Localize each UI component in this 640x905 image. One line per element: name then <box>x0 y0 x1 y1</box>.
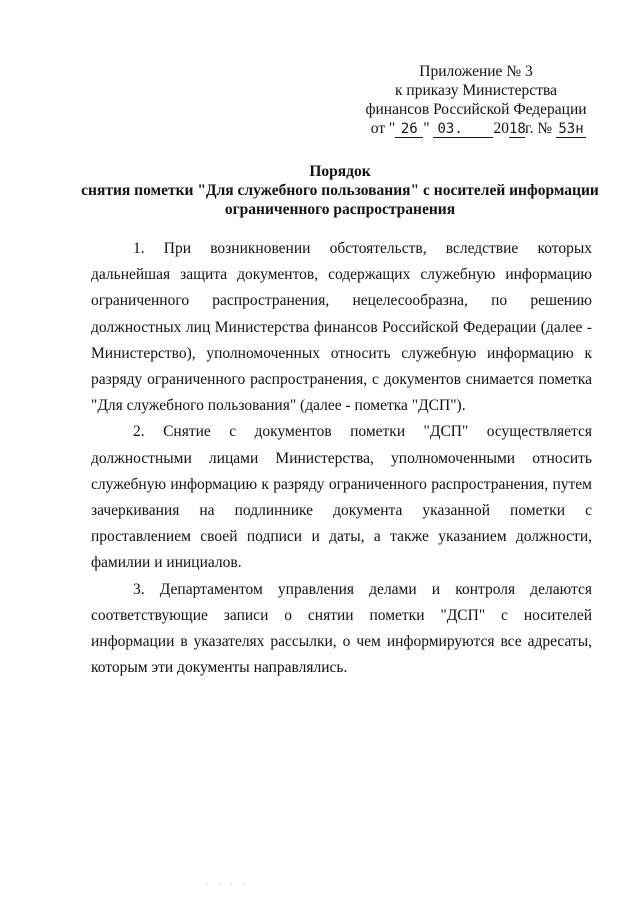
appendix-order-ref: к приказу Министерства <box>395 82 557 99</box>
document-heading <box>80 162 600 219</box>
date-prefix: от " <box>370 120 396 137</box>
document-body <box>91 236 592 681</box>
scan-speckles: · · · · <box>205 880 250 889</box>
heading-title: Порядок <box>309 163 371 180</box>
number-prefix: г. № <box>524 120 553 137</box>
date-quote: " <box>423 120 430 137</box>
order-number: 53н <box>556 122 586 138</box>
appendix-date-line <box>360 119 592 138</box>
appendix-block <box>360 62 592 138</box>
date-year-suffix: 18 <box>508 121 526 137</box>
paragraph-2: 2. Снятие с документов пометки "ДСП" осуществляется должностными лицами Министерства, уполномоченными относить служебную информацию к разряду ограниченного распространения, путем зачеркивания на подлиннике документа указанной пометки с проставлением своей подписи и даты, а также указанием должности, фамилии и инициалов. <box>91 423 592 572</box>
date-year-prefix: 20 <box>493 120 509 137</box>
appendix-title: Приложение № 3 <box>419 63 533 80</box>
heading-subtitle-line1: снятия пометки "Для служебного пользования" с носителей информации <box>81 182 599 199</box>
paragraph-1: 1. При возникновении обстоятельств, вследствие которых дальнейшая защита документов, содержащих служебную информацию ограниченного распространения, нецелесообразна, по решению должностных лиц Министерства финансов Российской Федерации (далее - Министерство), уполномоченных относить служебную информацию к разряду ограниченного распространения, с документов снимается пометка "Для служебного пользования" (далее - пометка "ДСП"). <box>91 240 592 415</box>
date-day: 26 <box>395 122 423 138</box>
paragraph-3: 3. Департаментом управления делами и контроля делаются соответствующие записи о снятии пометки "ДСП" с носителей информации в указателях рассылки, о чем информируются все адресаты, которым эти документы направлялись. <box>91 580 592 677</box>
appendix-ministry: финансов Российской Федерации <box>365 101 587 118</box>
date-month: 03. <box>433 122 493 138</box>
heading-subtitle-line2: ограниченного распространения <box>224 201 456 218</box>
